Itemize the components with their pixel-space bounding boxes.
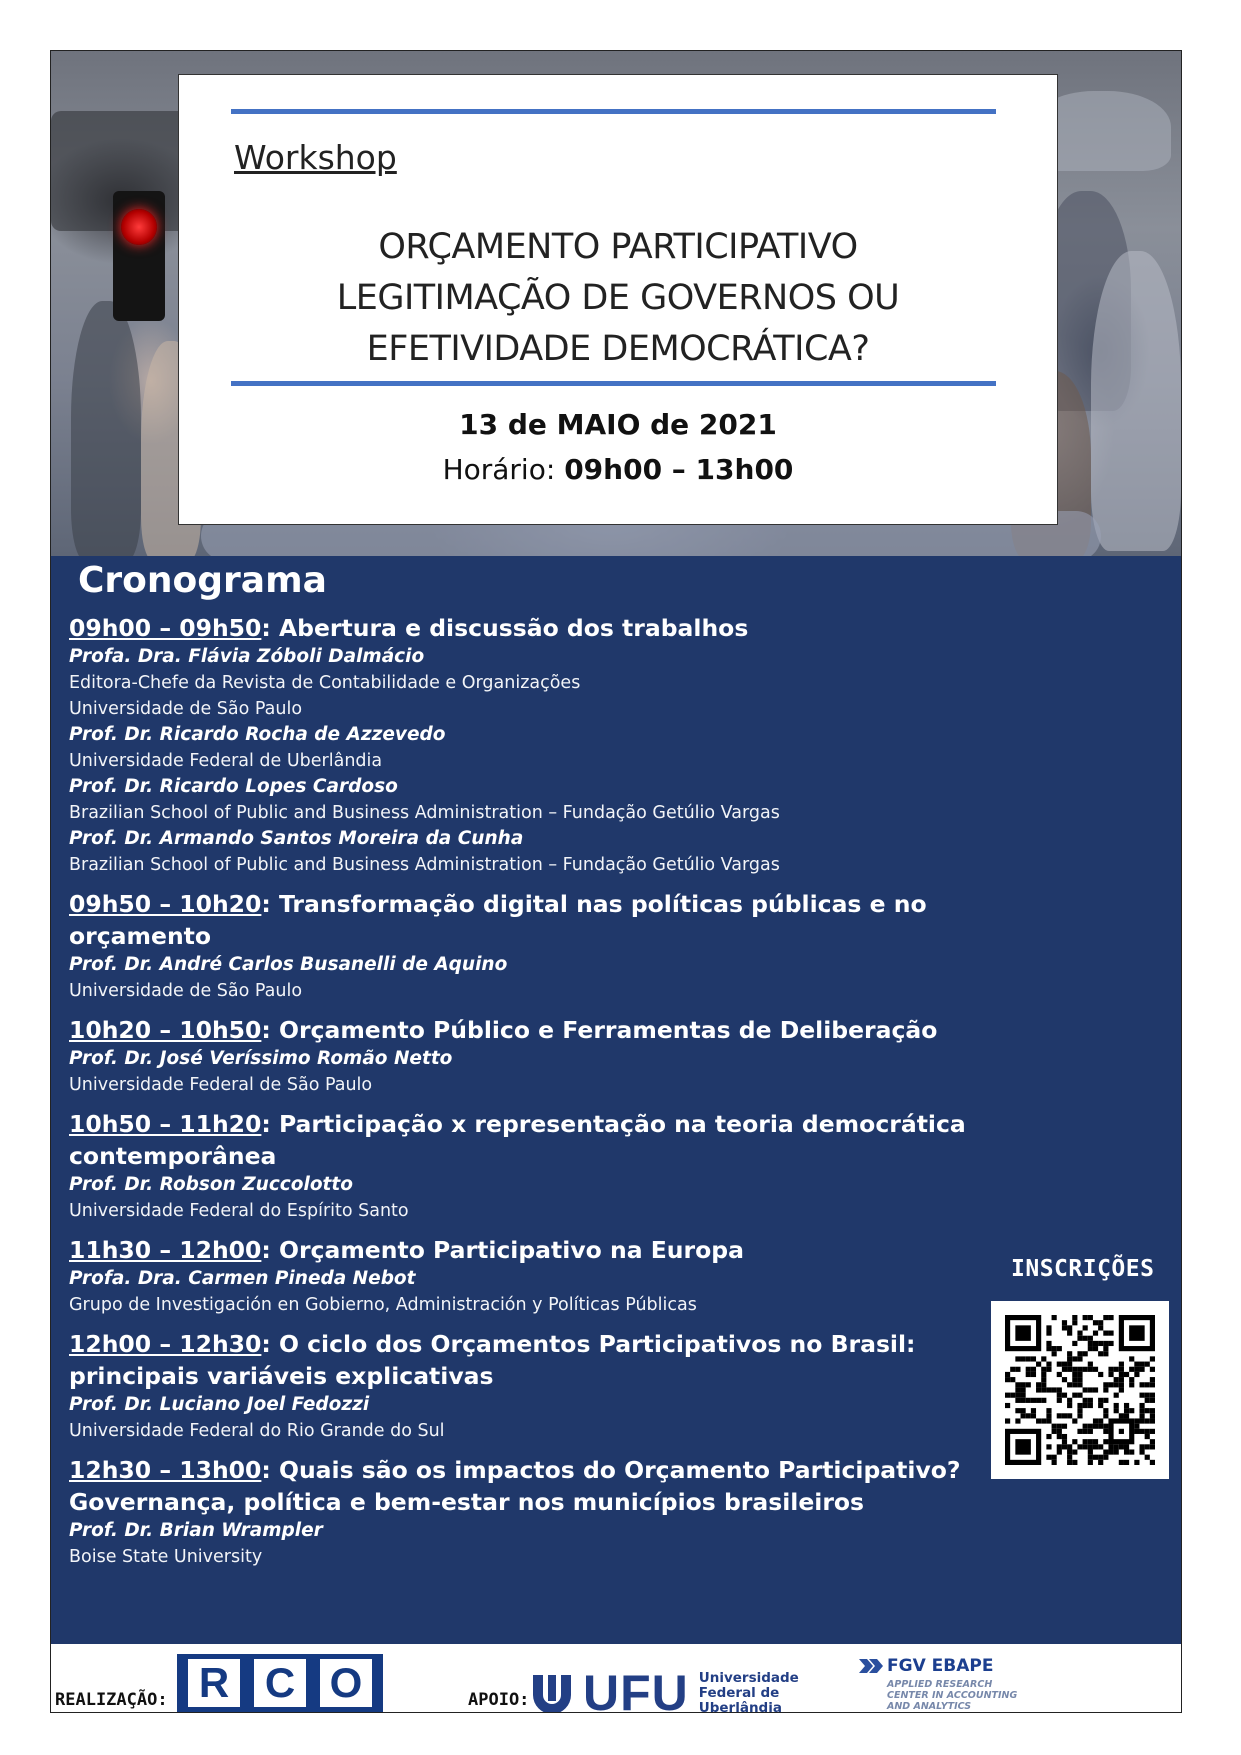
rco-letter-r: R bbox=[188, 1659, 240, 1707]
schedule-topic: : Abertura e discussão dos trabalhos bbox=[261, 614, 749, 642]
speaker-name: Prof. Dr. André Carlos Busanelli de Aquino bbox=[69, 954, 508, 975]
schedule-time: 10h50 – 11h20 bbox=[69, 1110, 262, 1138]
speaker-affiliation: Grupo de Investigación en Gobierno, Administración y Políticas Públicas bbox=[69, 1295, 697, 1315]
schedule-topic: : Orçamento Participativo na Europa bbox=[261, 1236, 744, 1264]
workshop-label: Workshop bbox=[234, 138, 397, 177]
schedule-item bbox=[69, 1108, 1049, 1224]
apoio-label: APOIO: bbox=[468, 1690, 530, 1710]
fgv-wordmark: FGV EBAPE bbox=[887, 1656, 994, 1676]
rco-logo bbox=[177, 1654, 383, 1712]
schedule-time: 10h20 – 10h50 bbox=[69, 1016, 262, 1044]
speaker-affiliation: Universidade de São Paulo bbox=[69, 699, 303, 719]
schedule-topic: : O ciclo dos Orçamentos Participativos no Brasil: principais variáveis explicativas bbox=[69, 1330, 916, 1390]
title-card bbox=[178, 74, 1058, 525]
rco-letter-c: C bbox=[254, 1659, 306, 1707]
schedule-item bbox=[69, 1014, 1049, 1098]
event-time bbox=[179, 453, 1057, 486]
schedule-panel bbox=[51, 556, 1181, 1644]
top-rule bbox=[231, 109, 996, 114]
speaker-name: Prof. Dr. Ricardo Rocha de Azzevedo bbox=[69, 724, 446, 745]
fgv-sub-line-1: APPLIED RESEARCH bbox=[887, 1679, 993, 1690]
speaker-name: Prof. Dr. Luciano Joel Fedozzi bbox=[69, 1394, 370, 1415]
workshop-title bbox=[179, 222, 1057, 375]
speaker-affiliation: Universidade Federal de Uberlândia bbox=[69, 751, 383, 771]
crowd-photo bbox=[51, 51, 1181, 556]
schedule-item-title bbox=[69, 1328, 1049, 1392]
schedule-topic: : Participação x representação na teoria democrática contemporânea bbox=[69, 1110, 966, 1170]
schedule-heading: Cronograma bbox=[78, 560, 327, 601]
schedule-item bbox=[69, 612, 1049, 878]
schedule-time: 11h30 – 12h00 bbox=[69, 1236, 262, 1264]
time-label: Horário: bbox=[442, 453, 565, 486]
speaker-affiliation: Editora-Chefe da Revista de Contabilidade e Organizações bbox=[69, 673, 581, 693]
ufu-wordmark: UFU bbox=[583, 1665, 689, 1713]
speaker-affiliation: Universidade de São Paulo bbox=[69, 981, 303, 1001]
speaker-affiliation: Universidade Federal do Espírito Santo bbox=[69, 1201, 409, 1221]
speaker-name: Prof. Dr. Robson Zuccolotto bbox=[69, 1174, 353, 1195]
fgv-sub-line-3: AND ANALYTICS bbox=[887, 1701, 972, 1712]
bottom-rule bbox=[231, 381, 996, 386]
schedule-item-title bbox=[69, 1454, 1049, 1518]
footer bbox=[51, 1644, 1181, 1713]
schedule-item-title bbox=[69, 1014, 1049, 1046]
fgv-ebape-logo bbox=[859, 1656, 1017, 1712]
speaker-name: Prof. Dr. Brian Wrampler bbox=[69, 1520, 323, 1541]
schedule-time: 12h30 – 13h00 bbox=[69, 1456, 262, 1484]
poster bbox=[50, 50, 1182, 1713]
title-line-3: EFETIVIDADE DEMOCRÁTICA? bbox=[366, 329, 870, 369]
schedule-item bbox=[69, 1234, 1049, 1318]
schedule-item-title bbox=[69, 612, 1049, 644]
schedule-time: 09h00 – 09h50 bbox=[69, 614, 262, 642]
speaker-name: Prof. Dr. Ricardo Lopes Cardoso bbox=[69, 776, 398, 797]
speaker-name: Profa. Dra. Carmen Pineda Nebot bbox=[69, 1268, 416, 1289]
event-date: 13 de MAIO de 2021 bbox=[459, 408, 777, 441]
fgv-sub-line-2: CENTER IN ACCOUNTING bbox=[887, 1690, 1018, 1701]
schedule-item bbox=[69, 1328, 1049, 1444]
fgv-chevron-icon bbox=[859, 1659, 883, 1673]
ufu-sub-line-2: Federal de bbox=[698, 1684, 780, 1701]
speaker-affiliation: Brazilian School of Public and Business Administration – Fundação Getúlio Vargas bbox=[69, 803, 780, 823]
registration-label: INSCRIÇÕES bbox=[1011, 1256, 1155, 1282]
speaker-name: Prof. Dr. José Veríssimo Romão Netto bbox=[69, 1048, 453, 1069]
schedule-item bbox=[69, 888, 1049, 1004]
ufu-logo bbox=[529, 1664, 799, 1713]
speaker-affiliation: Boise State University bbox=[69, 1547, 263, 1567]
speaker-name: Prof. Dr. Armando Santos Moreira da Cunha bbox=[69, 828, 524, 849]
schedule-item-title bbox=[69, 1234, 1049, 1266]
realizacao-label: REALIZAÇÃO: bbox=[55, 1690, 168, 1710]
speaker-affiliation: Universidade Federal de São Paulo bbox=[69, 1075, 373, 1095]
schedule-topic: : Transformação digital nas políticas públicas e no orçamento bbox=[69, 890, 927, 950]
red-pedestrian-signal bbox=[121, 209, 157, 245]
rco-letter-o: O bbox=[320, 1659, 372, 1707]
schedule-time: 09h50 – 10h20 bbox=[69, 890, 262, 918]
schedule-topic: : Quais são os impactos do Orçamento Participativo? Governança, política e bem-estar nos municípios brasileiros bbox=[69, 1456, 961, 1516]
ufu-subtitle bbox=[699, 1671, 799, 1714]
speaker-name: Profa. Dra. Flávia Zóboli Dalmácio bbox=[69, 646, 425, 667]
schedule-item-title bbox=[69, 888, 1049, 952]
title-line-1: ORÇAMENTO PARTICIPATIVO bbox=[378, 227, 858, 267]
ufu-emblem-icon bbox=[529, 1671, 575, 1713]
schedule-list bbox=[69, 612, 1049, 1580]
title-line-2: LEGITIMAÇÃO DE GOVERNOS OU bbox=[336, 278, 900, 318]
schedule-item bbox=[69, 1454, 1049, 1570]
registration-qr-code[interactable] bbox=[991, 1301, 1169, 1479]
time-value: 09h00 – 13h00 bbox=[564, 453, 794, 486]
ufu-sub-line-1: Universidade bbox=[698, 1669, 799, 1686]
fgv-subtitle bbox=[887, 1679, 1017, 1712]
schedule-topic: : Orçamento Público e Ferramentas de Deliberação bbox=[261, 1016, 938, 1044]
speaker-affiliation: Brazilian School of Public and Business Administration – Fundação Getúlio Vargas bbox=[69, 855, 780, 875]
ufu-sub-line-3: Uberlândia bbox=[698, 1699, 782, 1713]
schedule-item-title bbox=[69, 1108, 1049, 1172]
traffic-light bbox=[113, 191, 165, 321]
speaker-affiliation: Universidade Federal do Rio Grande do Sul bbox=[69, 1421, 445, 1441]
qr-code-icon bbox=[1005, 1315, 1155, 1465]
schedule-time: 12h00 – 12h30 bbox=[69, 1330, 262, 1358]
